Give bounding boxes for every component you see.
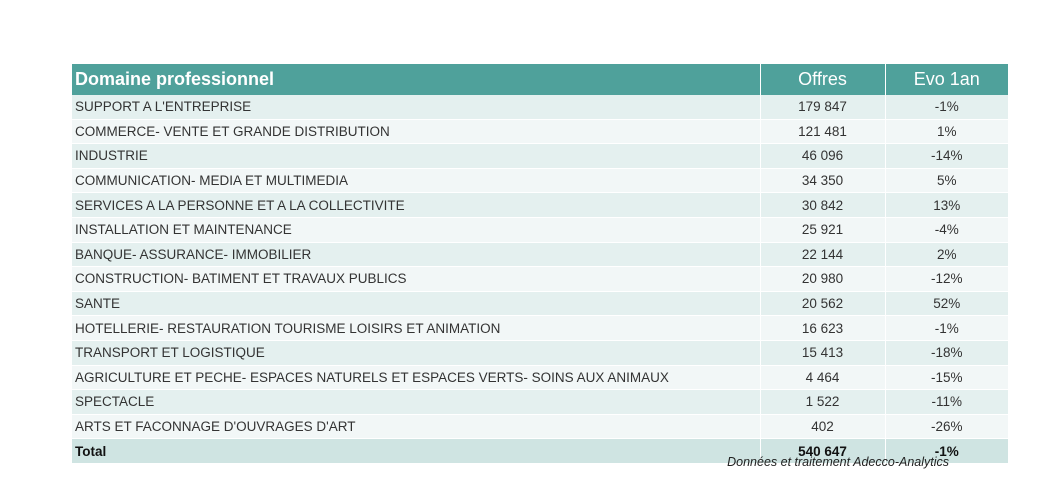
total-evo: -1% (885, 439, 1008, 464)
table-row (72, 390, 1008, 415)
evo-cell: -18% (885, 340, 1008, 365)
domain-cell: SUPPORT A L'ENTREPRISE (72, 95, 760, 119)
table-body (72, 95, 1008, 463)
source-note: Données et traitement Adecco-Analytics (727, 455, 949, 469)
offres-cell: 1 522 (760, 390, 885, 415)
offers-table-container (72, 64, 1008, 464)
offres-cell: 16 623 (760, 316, 885, 341)
table-row (72, 291, 1008, 316)
offres-cell: 20 562 (760, 291, 885, 316)
evo-cell: -1% (885, 95, 1008, 119)
domain-cell: INDUSTRIE (72, 144, 760, 169)
offres-cell: 121 481 (760, 119, 885, 144)
total-offres: 540 647 (760, 439, 885, 464)
evo-cell: 52% (885, 291, 1008, 316)
header-evo: Evo 1an (885, 64, 1008, 95)
table-row (72, 95, 1008, 119)
offres-cell: 30 842 (760, 193, 885, 218)
evo-cell: 1% (885, 119, 1008, 144)
table-row (72, 168, 1008, 193)
evo-cell: -12% (885, 267, 1008, 292)
table-row (72, 414, 1008, 439)
domain-cell: HOTELLERIE- RESTAURATION TOURISME LOISIRS ET ANIMATION (72, 316, 760, 341)
table-row (72, 119, 1008, 144)
domain-cell: INSTALLATION ET MAINTENANCE (72, 217, 760, 242)
table-row (72, 144, 1008, 169)
evo-cell: -26% (885, 414, 1008, 439)
table-row (72, 193, 1008, 218)
domain-cell: CONSTRUCTION- BATIMENT ET TRAVAUX PUBLICS (72, 267, 760, 292)
evo-cell: -14% (885, 144, 1008, 169)
domain-cell: BANQUE- ASSURANCE- IMMOBILIER (72, 242, 760, 267)
table-row (72, 242, 1008, 267)
offres-cell: 34 350 (760, 168, 885, 193)
evo-cell: -11% (885, 390, 1008, 415)
table-row (72, 340, 1008, 365)
evo-cell: -15% (885, 365, 1008, 390)
domain-cell: SERVICES A LA PERSONNE ET A LA COLLECTIVITE (72, 193, 760, 218)
domain-cell: COMMUNICATION- MEDIA ET MULTIMEDIA (72, 168, 760, 193)
header-domain: Domaine professionnel (72, 64, 760, 95)
offres-cell: 46 096 (760, 144, 885, 169)
domain-cell: TRANSPORT ET LOGISTIQUE (72, 340, 760, 365)
evo-cell: -1% (885, 316, 1008, 341)
offres-cell: 20 980 (760, 267, 885, 292)
table-row (72, 217, 1008, 242)
table-row (72, 267, 1008, 292)
header-offres: Offres (760, 64, 885, 95)
evo-cell: 13% (885, 193, 1008, 218)
offres-cell: 179 847 (760, 95, 885, 119)
domain-cell: COMMERCE- VENTE ET GRANDE DISTRIBUTION (72, 119, 760, 144)
domain-cell: SPECTACLE (72, 390, 760, 415)
offres-cell: 402 (760, 414, 885, 439)
total-label: Total (72, 439, 760, 464)
evo-cell: 2% (885, 242, 1008, 267)
table-row (72, 316, 1008, 341)
table-row (72, 365, 1008, 390)
offres-cell: 22 144 (760, 242, 885, 267)
offres-cell: 25 921 (760, 217, 885, 242)
domain-cell: SANTE (72, 291, 760, 316)
offers-table (72, 64, 1008, 464)
evo-cell: -4% (885, 217, 1008, 242)
offres-cell: 4 464 (760, 365, 885, 390)
table-header (72, 64, 1008, 95)
header-row (72, 64, 1008, 95)
domain-cell: AGRICULTURE ET PECHE- ESPACES NATURELS ET ESPACES VERTS- SOINS AUX ANIMAUX (72, 365, 760, 390)
domain-cell: ARTS ET FACONNAGE D'OUVRAGES D'ART (72, 414, 760, 439)
evo-cell: 5% (885, 168, 1008, 193)
offres-cell: 15 413 (760, 340, 885, 365)
